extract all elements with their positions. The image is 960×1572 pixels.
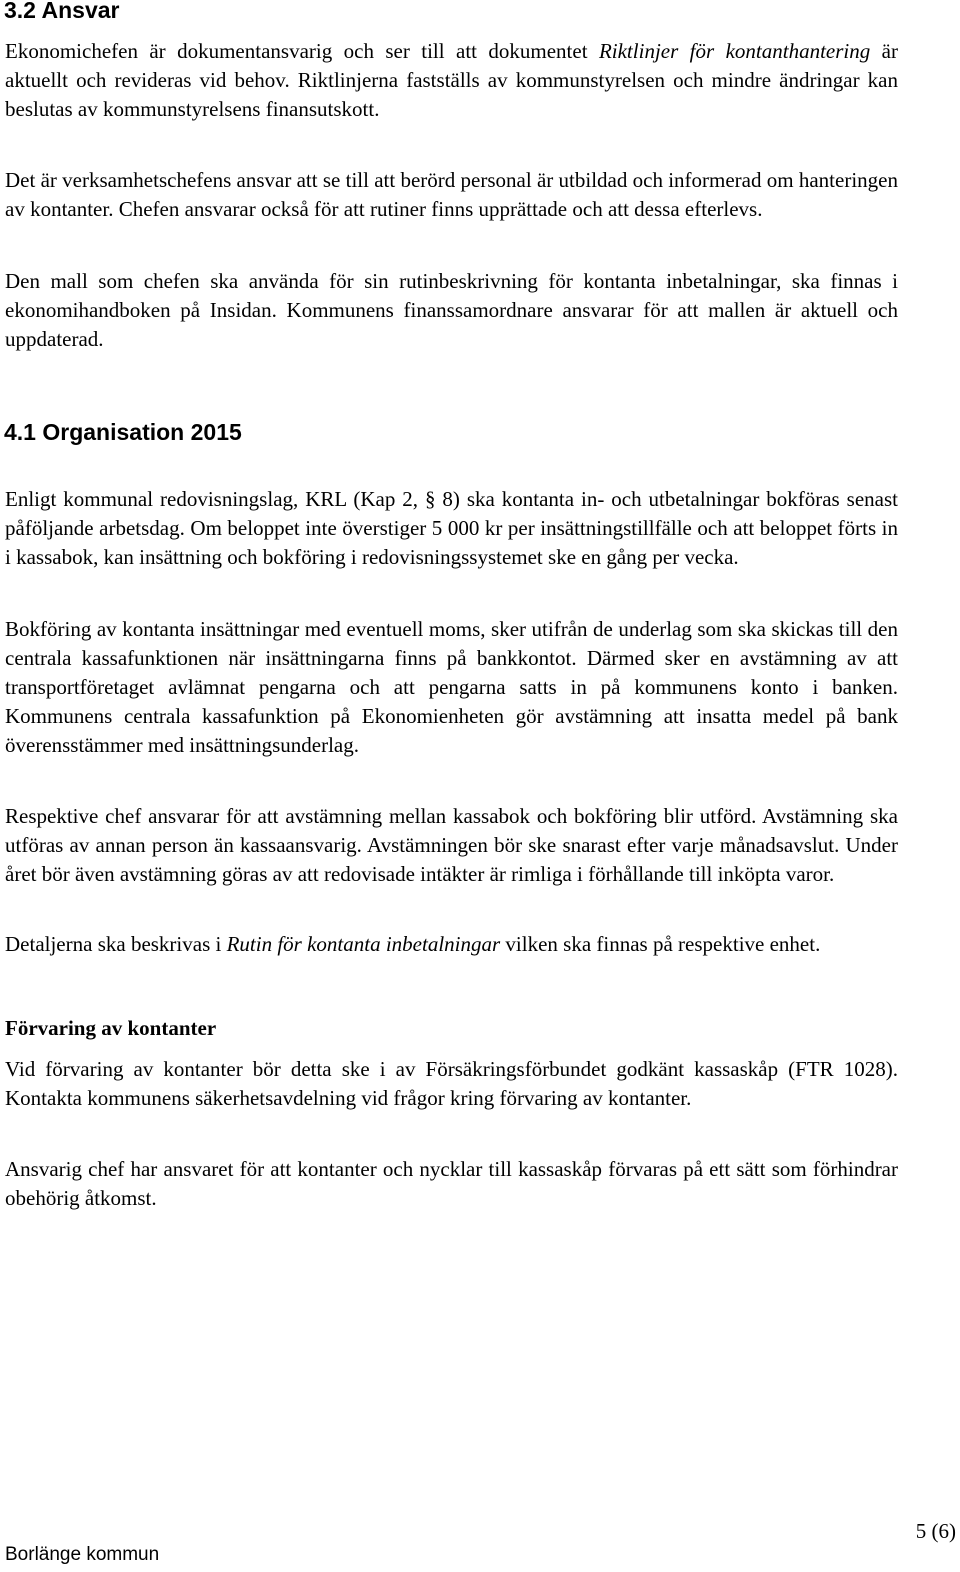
section-heading-organisation: 4.1 Organisation 2015 (4, 419, 242, 445)
document-title-reference: Riktlinjer för kontanthantering (598, 39, 871, 63)
section-heading-ansvar: 3.2 Ansvar (4, 0, 120, 23)
paragraph-ansvar-2: Det är verksamhetschefens ansvar att se till att berörd personal är utbildad och informerad om hanteringen av kontanter. Chefen ansvarar också för att rutiner finns upprättade och att dessa efterlevs. (5, 168, 898, 221)
paragraph-ansvar-3: Den mall som chefen ska använda för sin rutinbeskrivning för kontanta inbetalningar, ska finnas i ekonomihandboken på Insidan. Kommunens finanssamordnare ansvarar för att mallen är aktuell och uppdaterad. (5, 269, 898, 351)
paragraph-organisation-3: Respektive chef ansvarar för att avstämning mellan kassabok och bokföring blir utförd. Avstämning ska utföras av annan person än kassaansvarig. Avstämningen bör ske snarast efter varje månadsavslut. Under året bör även avstämning göras av att redovisade intäkter är rimliga i förhållande till inköpta varor. (5, 804, 898, 886)
subheading-forvaring: Förvaring av kontanter (5, 1016, 217, 1040)
paragraph-organisation-1: Enligt kommunal redovisningslag, KRL (Kap 2, § 8) ska kontanta in- och utbetalningar bokföras senast påföljande arbetsdag. Om beloppet inte överstiger 5 000 kr per insättningstillfälle och att beloppet förts in i kassabok, kan insättning och bokföring i redovisningssystemet ske en gång per vecka. (5, 487, 898, 569)
paragraph-forvaring-2: Ansvarig chef har ansvaret för att kontanter och nycklar till kassaskåp förvaras på ett sätt som förhindrar obehörig åtkomst. (5, 1157, 898, 1210)
paragraph-forvaring-1: Vid förvaring av kontanter bör detta ske i av Försäkringsförbundet godkänt kassaskåp (FTR 1028). Kontakta kommunens säkerhetsavdelning vid frågor kring förvaring av kontanter. (5, 1057, 898, 1110)
paragraph-organisation-2: Bokföring av kontanta insättningar med eventuell moms, sker utifrån de underlag som ska skickas till den centrala kassafunktionen när insättningarna finns på bankkontot. Därmed sker en avstämning av att transportföretaget avlämnat pengarna och att pengarna satts in på kommunens konto i banken. Kommunens centrala kassafunktion på Ekonomienheten gör avstämning att insatta medel på bank överensstämmer med insättningsunderlag. (5, 617, 898, 757)
routine-title-reference: Rutin för kontanta inbetalningar (226, 932, 501, 956)
paragraph-text: Ekonomichefen är dokumentansvarig och ser till att dokumentet (5, 39, 599, 63)
paragraph-ansvar-1 (5, 37, 898, 124)
footer-organization: Borlänge kommun (5, 1544, 160, 1565)
paragraph-text: Detaljerna ska beskrivas i (5, 932, 227, 956)
paragraph-organisation-4 (5, 930, 898, 959)
paragraph-text: är aktuellt och revideras vid behov. Riktlinjerna fastställs av kommunstyrelsen och mindre ändringar kan beslutas av kommunstyrelsens finansutskott. (5, 39, 898, 121)
page-number: 5 (6) (915, 1519, 956, 1543)
paragraph-text: vilken ska finnas på respektive enhet. (500, 932, 821, 956)
